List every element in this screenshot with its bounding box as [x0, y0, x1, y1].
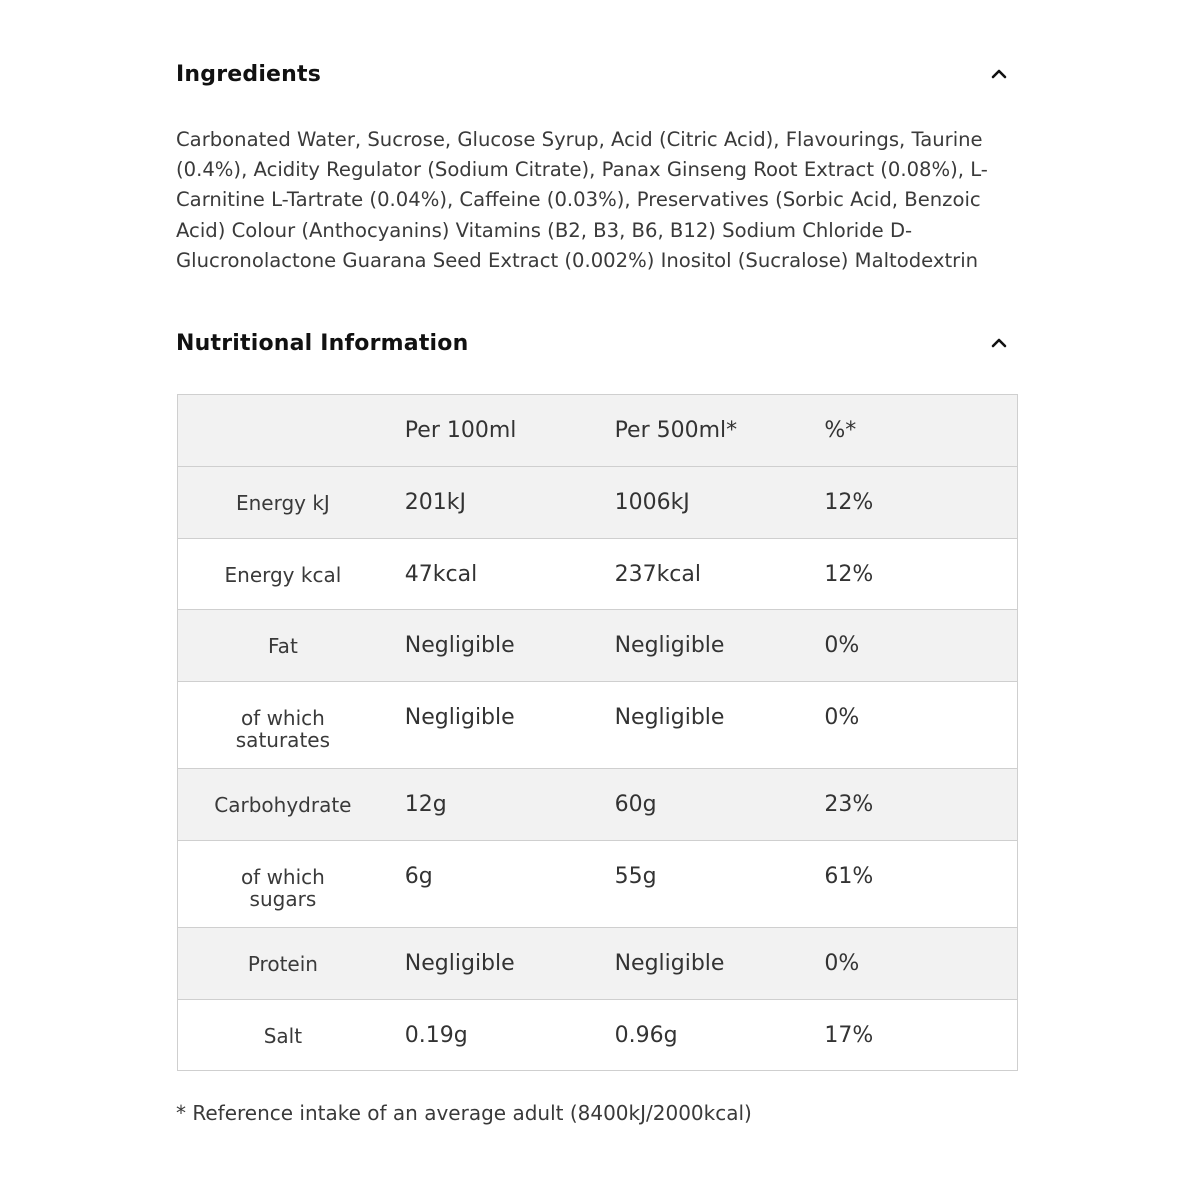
row-label: Energy kJ	[178, 467, 388, 539]
percent-value: 23%	[807, 769, 1017, 841]
header-cell-per500: Per 500ml*	[598, 395, 808, 467]
row-label: Salt	[178, 1000, 388, 1071]
row-label: Carbohydrate	[178, 769, 388, 841]
table-row	[178, 610, 1018, 682]
table-row	[178, 1000, 1018, 1071]
ingredients-accordion-header[interactable]	[176, 54, 1016, 94]
per500-value: 237kcal	[598, 539, 808, 610]
chevron-up-icon[interactable]	[988, 332, 1010, 354]
header-cell-per100: Per 100ml	[388, 395, 598, 467]
row-label: Fat	[178, 610, 388, 682]
percent-value: 17%	[807, 1000, 1017, 1071]
reference-intake-footnote: * Reference intake of an average adult (8400kJ/2000kcal)	[176, 1101, 752, 1125]
table-row	[178, 682, 1018, 769]
percent-value: 0%	[807, 610, 1017, 682]
table-row	[178, 928, 1018, 1000]
per500-value: Negligible	[598, 682, 808, 769]
per100-value: Negligible	[388, 610, 598, 682]
row-label: of which sugars	[178, 841, 388, 928]
per100-value: 47kcal	[388, 539, 598, 610]
chevron-up-icon[interactable]	[988, 63, 1010, 85]
header-cell-empty	[178, 395, 388, 467]
percent-value: 0%	[807, 682, 1017, 769]
per500-value: Negligible	[598, 610, 808, 682]
percent-value: 0%	[807, 928, 1017, 1000]
per500-value: 55g	[598, 841, 808, 928]
per500-value: 1006kJ	[598, 467, 808, 539]
percent-value: 12%	[807, 467, 1017, 539]
percent-value: 12%	[807, 539, 1017, 610]
ingredients-text: Carbonated Water, Sucrose, Glucose Syrup, Acid (Citric Acid), Flavourings, Taurine (0.4%), Acidity Regulator (Sodium Citrate), Panax Ginseng Root Extract (0.08%), L-Carnitine L-Tartrate (0.04%), Caffeine (0.03%), Preservatives (Sorbic Acid, Benzoic Acid) Colour (Anthocyanins) Vitamins (B2, B3, B6, B12) Sodium Chloride D-Glucronolactone Guarana Seed Extract (0.002%) Inositol (Sucralose) Maltodextrin	[176, 128, 988, 272]
row-label: Protein	[178, 928, 388, 1000]
table-row	[178, 539, 1018, 610]
per100-value: 0.19g	[388, 1000, 598, 1071]
nutrition-title: Nutritional Information	[176, 330, 469, 356]
per100-value: 6g	[388, 841, 598, 928]
per100-value: Negligible	[388, 682, 598, 769]
per500-value: Negligible	[598, 928, 808, 1000]
per500-value: 60g	[598, 769, 808, 841]
per100-value: 12g	[388, 769, 598, 841]
nutrition-table	[177, 394, 1018, 1071]
per100-value: Negligible	[388, 928, 598, 1000]
header-cell-percent: %*	[807, 395, 1017, 467]
percent-value: 61%	[807, 841, 1017, 928]
table-row	[178, 467, 1018, 539]
nutrition-accordion-header[interactable]	[176, 323, 1016, 363]
per500-value: 0.96g	[598, 1000, 808, 1071]
ingredients-title: Ingredients	[176, 61, 322, 87]
row-label: of which saturates	[178, 682, 388, 769]
per100-value: 201kJ	[388, 467, 598, 539]
table-header-row	[178, 395, 1018, 467]
table-row	[178, 841, 1018, 928]
table-row	[178, 769, 1018, 841]
row-label: Energy kcal	[178, 539, 388, 610]
